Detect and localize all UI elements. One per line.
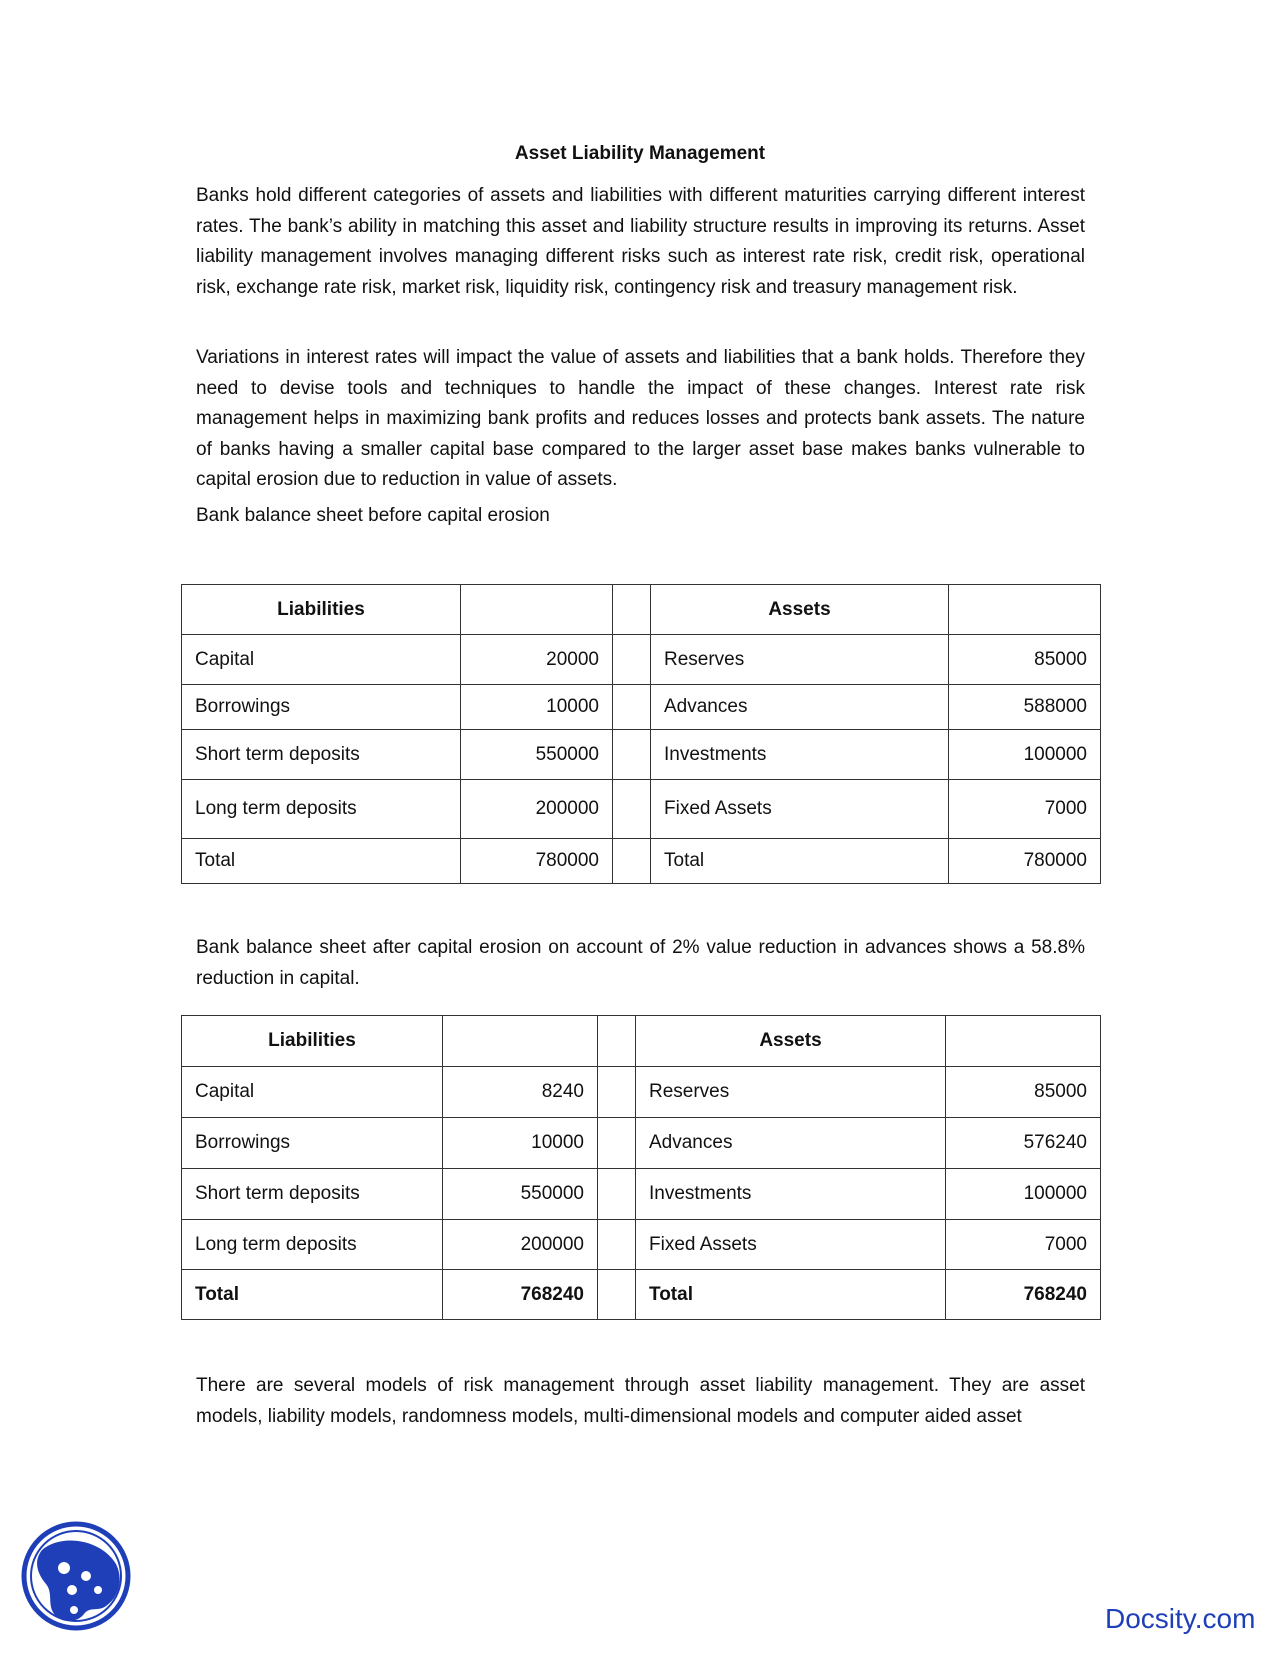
document-title: Asset Liability Management [514, 143, 766, 164]
asset-total-value: 780000 [949, 839, 1101, 884]
asset-name: Advances [636, 1118, 946, 1169]
liability-name: Capital [182, 635, 461, 685]
liability-value: 550000 [443, 1169, 598, 1220]
table-total-row [182, 839, 1101, 884]
liability-value: 10000 [461, 685, 613, 730]
asset-value: 588000 [949, 685, 1101, 730]
table-total-row [182, 1270, 1101, 1320]
balance-sheet-before-table [181, 584, 1101, 884]
liability-name: Short term deposits [182, 730, 461, 780]
liability-total-value: 768240 [443, 1270, 598, 1320]
asset-total-label: Total [651, 839, 949, 884]
docsity-logo-icon [20, 1520, 132, 1632]
table-header-row [182, 1016, 1101, 1067]
asset-name: Investments [636, 1169, 946, 1220]
table-row [182, 1220, 1101, 1270]
asset-name: Fixed Assets [636, 1220, 946, 1270]
liability-total-label: Total [182, 1270, 443, 1320]
asset-value: 85000 [946, 1067, 1101, 1118]
interest-rate-paragraph: Variations in interest rates will impact the value of assets and liabilities that a bank holds. Therefore they need to devise tools and techniques to handle the impact of these changes. Interest rate risk management helps in maximizing bank profits and reduces losses and protects bank assets. The nature of banks having a smaller capital base compared to the larger asset base makes banks vulnerable to capital erosion due to reduction in value of assets. [196, 347, 1085, 490]
liabilities-header: Liabilities [182, 585, 461, 635]
asset-name: Reserves [651, 635, 949, 685]
balance-sheet-after-table [181, 1015, 1101, 1320]
asset-value: 7000 [949, 780, 1101, 839]
asset-total-value: 768240 [946, 1270, 1101, 1320]
liability-name: Short term deposits [182, 1169, 443, 1220]
asset-name: Advances [651, 685, 949, 730]
asset-name: Fixed Assets [651, 780, 949, 839]
asset-value: 100000 [946, 1169, 1101, 1220]
liability-name: Borrowings [182, 1118, 443, 1169]
asset-value: 100000 [949, 730, 1101, 780]
asset-value: 576240 [946, 1118, 1101, 1169]
liability-name: Long term deposits [182, 1220, 443, 1270]
table-row [182, 1169, 1101, 1220]
intro-paragraph: Banks hold different categories of assets and liabilities with different maturities carrying different interest rates. The bank’s ability in matching this asset and liability structure results in improving its returns. Asset liability management involves managing different risks such as interest rate risk, credit risk, operational risk, exchange rate risk, market risk, liquidity risk, contingency risk and treasury management risk. [196, 185, 1085, 298]
liability-value: 8240 [443, 1067, 598, 1118]
table-row [182, 1067, 1101, 1118]
table-row [182, 635, 1101, 685]
table-row [182, 730, 1101, 780]
caption-after-erosion: Bank balance sheet after capital erosion on account of 2% value reduction in advances shows a 58.8% reduction in capital. [196, 937, 1085, 989]
liability-value: 550000 [461, 730, 613, 780]
asset-value: 85000 [949, 635, 1101, 685]
asset-total-label: Total [636, 1270, 946, 1320]
table-row [182, 780, 1101, 839]
liability-total-label: Total [182, 839, 461, 884]
assets-header: Assets [651, 585, 949, 635]
liabilities-header: Liabilities [182, 1016, 443, 1067]
table-row [182, 685, 1101, 730]
liability-total-value: 780000 [461, 839, 613, 884]
liability-name: Capital [182, 1067, 443, 1118]
liability-value: 10000 [443, 1118, 598, 1169]
docsity-brand-text[interactable]: Docsity.com [1105, 1603, 1256, 1634]
liability-name: Borrowings [182, 685, 461, 730]
table-row [182, 1118, 1101, 1169]
table-header-row [182, 585, 1101, 635]
liability-name: Long term deposits [182, 780, 461, 839]
liability-value: 200000 [461, 780, 613, 839]
assets-header: Assets [636, 1016, 946, 1067]
liability-value: 20000 [461, 635, 613, 685]
asset-name: Reserves [636, 1067, 946, 1118]
caption-before-erosion: Bank balance sheet before capital erosion [196, 505, 550, 526]
closing-paragraph: There are several models of risk management through asset liability management. They are asset models, liability models, randomness models, multi-dimensional models and computer aided asset [196, 1375, 1085, 1427]
asset-name: Investments [651, 730, 949, 780]
asset-value: 7000 [946, 1220, 1101, 1270]
liability-value: 200000 [443, 1220, 598, 1270]
